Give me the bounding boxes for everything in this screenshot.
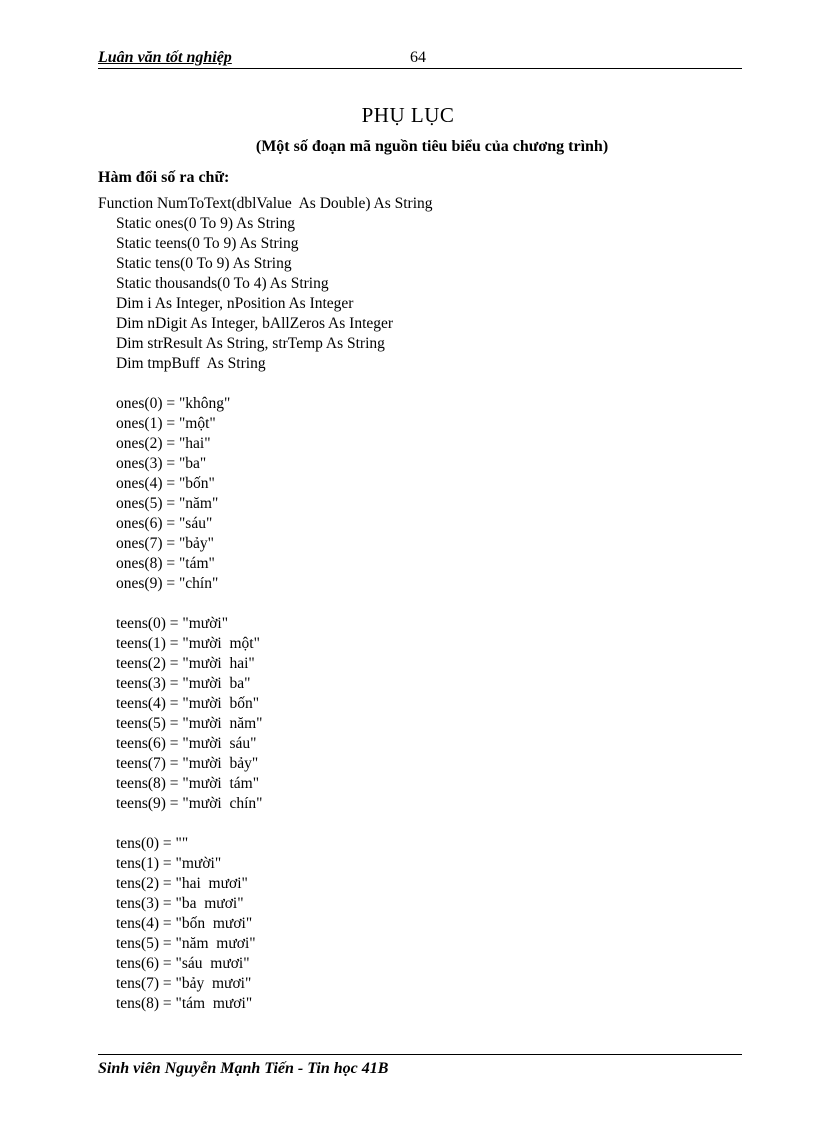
code-block: [98, 194, 738, 1014]
code-line: ones(9) = "chín": [116, 575, 219, 592]
footer-text: Sinh viên Nguyễn Mạnh Tiến - Tin học 41B: [98, 1060, 389, 1077]
code-line: ones(1) = "một": [116, 415, 216, 432]
code-line: tens(5) = "năm mươi": [116, 935, 256, 952]
page-number: 64: [410, 49, 426, 66]
code-line: teens(0) = "mười": [116, 615, 229, 632]
code-line: [98, 374, 738, 394]
code-line: Static ones(0 To 9) As String: [116, 215, 296, 232]
code-line: ones(0) = "không": [116, 395, 231, 412]
code-line: [98, 594, 738, 614]
document-title: PHỤ LỤC: [361, 103, 455, 127]
code-line: tens(3) = "ba mươi": [116, 895, 244, 912]
code-line: Dim i As Integer, nPosition As Integer: [116, 295, 354, 312]
code-line: teens(3) = "mười ba": [116, 675, 251, 692]
code-line: ones(3) = "ba": [116, 455, 207, 472]
code-line: ones(8) = "tám": [116, 555, 215, 572]
page-header: [98, 48, 742, 69]
code-line: tens(6) = "sáu mươi": [116, 955, 250, 972]
code-line: teens(9) = "mười chín": [116, 795, 263, 812]
code-line: ones(5) = "năm": [116, 495, 219, 512]
code-line: Function NumToText(dblValue As Double) As String: [98, 195, 433, 212]
code-line: ones(6) = "sáu": [116, 515, 213, 532]
code-line: teens(7) = "mười bảy": [116, 755, 259, 772]
code-line: Static teens(0 To 9) As String: [116, 235, 299, 252]
code-line: tens(8) = "tám mươi": [116, 995, 253, 1012]
code-line: teens(2) = "mười hai": [116, 655, 255, 672]
code-line: ones(2) = "hai": [116, 435, 211, 452]
footer-divider: [98, 1054, 742, 1055]
code-line: tens(4) = "bốn mươi": [116, 915, 253, 932]
code-line: teens(6) = "mười sáu": [116, 735, 257, 752]
code-line: [98, 814, 738, 834]
header-title: Luân văn tốt nghiệp: [98, 49, 232, 66]
code-line: Dim nDigit As Integer, bAllZeros As Integer: [116, 315, 394, 332]
code-line: ones(7) = "bảy": [116, 535, 215, 552]
code-line: Static tens(0 To 9) As String: [116, 255, 292, 272]
code-line: teens(1) = "mười một": [116, 635, 260, 652]
code-line: teens(4) = "mười bốn": [116, 695, 260, 712]
code-line: tens(2) = "hai mươi": [116, 875, 248, 892]
section-heading: Hàm đổi số ra chữ:: [98, 169, 230, 186]
code-line: tens(1) = "mười": [116, 855, 222, 872]
code-line: teens(8) = "mười tám": [116, 775, 260, 792]
code-line: ones(4) = "bốn": [116, 475, 215, 492]
code-line: teens(5) = "mười năm": [116, 715, 263, 732]
code-line: Dim tmpBuff As String: [116, 355, 266, 372]
code-line: tens(7) = "bảy mươi": [116, 975, 252, 992]
code-line: tens(0) = "": [116, 835, 189, 852]
code-line: Dim strResult As String, strTemp As String: [116, 335, 385, 352]
document-subtitle: (Một số đoạn mã nguồn tiêu biểu của chương trình): [255, 138, 609, 155]
code-line: Static thousands(0 To 4) As String: [116, 275, 329, 292]
